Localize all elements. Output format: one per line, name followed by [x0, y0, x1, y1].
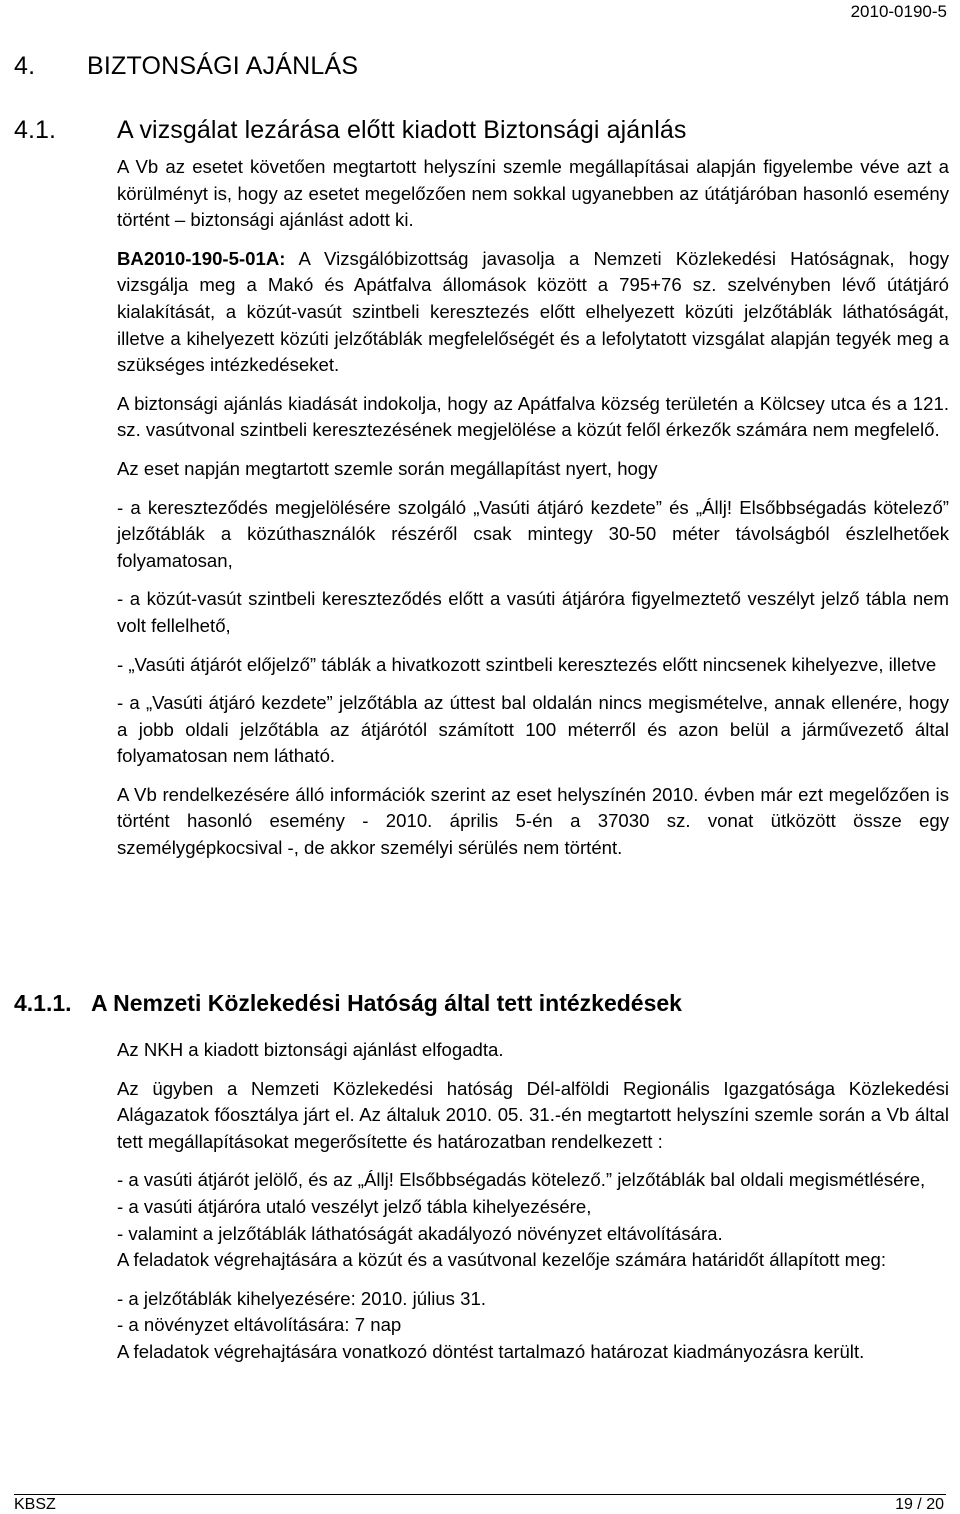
acceptance-paragraph: Az NKH a kiadott biztonsági ajánlást elfogadta. [117, 1039, 504, 1060]
recommendation-paragraph [117, 246, 949, 379]
recommendation-text: A Vizsgálóbizottság javasolja a Nemzeti Közlekedési Hatóságnak, hogy vizsgálja meg a Makó és Apátfalva állomások között a 795+76 sz. szelvényben lévő útátjáró kialakítását, a közút-vasút szintbeli keresztezés előtt elhelyezett közúti jelzőtáblák láthatóságát, illetve a kihelyezett közúti jelzőtáblák megfelelőségét és a lefolytatott vizsgálat alapján tegyék meg a szükséges intézkedéseket. [117, 247, 949, 376]
recommendation-body [117, 154, 949, 862]
subsubsection-number: 4.1.1. [14, 990, 72, 1016]
justification-paragraph: A biztonsági ajánlás kiadását indokolja, hogy az Apátfalva község területén a Kölcsey utca és a 121. sz. vasútvonal szintbeli keresztezésének megjelölése a közút felől érkezők számára nem megfelelő. [117, 392, 949, 441]
deadline-item: - a növényzet eltávolítására: 7 nap [117, 1314, 402, 1336]
section-heading [14, 52, 358, 81]
measure-item: - valamint a jelzőtáblák láthatóságát akadályozó növényzet eltávolítására. [117, 1222, 723, 1244]
closing-paragraph: A feladatok végrehajtására vonatkozó döntést tartalmazó határozat kiadmányozásra került. [117, 1340, 865, 1362]
measure-item: - a vasúti átjáróra utaló veszélyt jelző tábla kihelyezésére, [117, 1195, 592, 1217]
subsection-heading [14, 116, 687, 145]
section-title: BIZTONSÁGI AJÁNLÁS [87, 52, 359, 80]
finding-item: - a kereszteződés megjelölésére szolgáló „Vasúti átjáró kezdete” és „Állj! Elsőbbségadás kötelező” jelzőtáblák a közúthasználók részéről csak mintegy 30-50 méter távolságból észlelhetőek folyamatosan, [117, 496, 949, 571]
finding-item: - „Vasúti átjárót előjelző” táblák a hivatkozott szintbeli keresztezés előtt nincsenek kihelyezve, illetve [117, 653, 937, 675]
page-number: 19 / 20 [895, 1496, 944, 1513]
section-number: 4. [14, 52, 36, 80]
footer-organization: KBSZ [14, 1496, 56, 1513]
subsubsection-title: A Nemzeti Közlekedési Hatóság által tett intézkedések [91, 990, 682, 1016]
prior-incident-paragraph: A Vb rendelkezésére álló információk szerint az eset helyszínén 2010. évben már ezt megelőzően is történt hasonló esemény - 2010. április 5-én a 37030 sz. vonat ütközött össze egy személygépkocsival -, de akkor személyi sérülés nem történt. [117, 783, 949, 859]
measures-body [117, 1037, 949, 1366]
measure-item: - a vasúti átjárót jelölő, és az „Állj! Elsőbbségadás kötelező.” jelzőtáblák bal oldali megismétlésére, [117, 1169, 926, 1191]
finding-item: - a „Vasúti átjáró kezdete” jelzőtábla az úttest bal oldalán nincs megismételve, annak ellenére, hogy a jobb oldali jelzőtábla az átjárótól számított 100 méterről és azon belül a járművezető által folyamatosan nem látható. [117, 692, 949, 767]
authority-paragraph: Az ügyben a Nemzeti Közlekedési hatóság Dél-alföldi Regionális Igazgatósága Közlekedési Alágazatok főosztálya járt el. Az általuk 2010. 05. 31.-én megtartott helyszíni szemle során a Vb által tett megállapításokat megerősítette és határozatban rendelkezett : [117, 1077, 949, 1152]
finding-item: - a közút-vasút szintbeli kereszteződés előtt a vasúti átjáróra figyelmeztető veszélyt jelző tábla nem volt fellelhető, [117, 588, 949, 636]
subsubsection-heading [14, 990, 682, 1017]
document-id: 2010-0190-5 [850, 2, 947, 21]
intro-paragraph: A Vb az esetet követően megtartott helyszíni szemle megállapításai alapján figyelembe véve azt a körülményt is, hogy az esetet megelőzően nem sokkal ugyanebben az útátjáróban hasonló esemény történt – biztonsági ajánlást adott ki. [117, 156, 949, 231]
recommendation-id: BA2010-190-5-01A: [117, 247, 286, 269]
findings-intro: Az eset napján megtartott szemle során megállapítást nyert, hogy [117, 457, 658, 479]
subsection-title: A vizsgálat lezárása előtt kiadott Biztonsági ajánlás [117, 116, 687, 144]
deadline-item: - a jelzőtáblák kihelyezésére: 2010. július 31. [117, 1287, 486, 1309]
deadline-intro: A feladatok végrehajtására a közút és a vasútvonal kezelője számára határidőt állapított meg: [117, 1249, 886, 1271]
footer-divider [14, 1494, 946, 1495]
subsection-number: 4.1. [14, 116, 57, 144]
